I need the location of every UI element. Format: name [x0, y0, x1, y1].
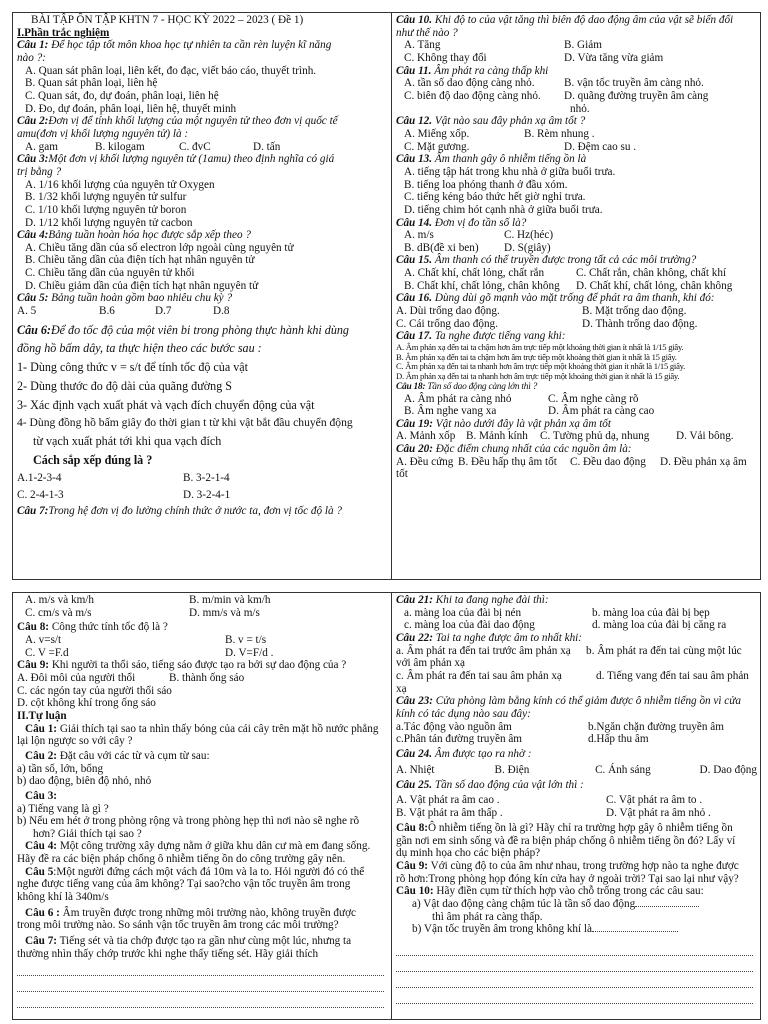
q12-options-row2: [396, 141, 757, 154]
answer-line[interactable]: [17, 962, 384, 976]
q25-option-a: A. Vật phát ra âm cao .: [396, 793, 500, 806]
q16-option-a: A. Dùi trống dao động.: [396, 305, 500, 318]
question-6-cont: đồng hồ bấm dây, ta thực hiện theo các bước sau :: [17, 341, 262, 356]
answer-line[interactable]: [396, 958, 753, 972]
top-left-column: [13, 13, 392, 579]
q15-options-row1: [396, 267, 757, 280]
q18-options-row2: [396, 405, 757, 418]
q18-options-row1: [396, 393, 757, 406]
q5-option-c: D.7: [155, 305, 172, 318]
q21-options-row2: [396, 619, 757, 632]
q17-option-b: B. Âm phản xạ đến tai ta chậm hơn âm trực tiếp một khoảng thời gian ít nhất là 15 giây.: [396, 351, 677, 362]
question-2: Câu 2:Đơn vị để tính khối lượng của một nguyên tử theo đơn vị quốc tế: [17, 115, 338, 128]
q9-options-row1: [17, 672, 388, 685]
question-14: Câu 14. Đơn vị đo tần số là?: [396, 216, 527, 229]
q20-option-c: C. Đều dao động: [570, 455, 646, 468]
question-11: Câu 11. Âm phát ra càng thấp khi: [396, 64, 549, 77]
q20-option-b: B. Đều hấp thụ âm tốt: [458, 455, 557, 468]
q5-option-d: D.8: [213, 305, 230, 318]
q2-option-b: B. kilogam: [95, 140, 145, 153]
q14-option-b: B. dB(đề xi ben): [404, 241, 479, 254]
q14-options-row2: [396, 242, 757, 255]
question-20: Câu 20: Đặc điểm chung nhất của các nguồn âm là:: [396, 443, 632, 456]
question-5: Câu 5: Bảng tuần hoàn gồm bao nhiêu chu kỳ ?: [17, 292, 233, 305]
q6-options-row2: [17, 487, 388, 504]
question-8: Câu 8: Công thức tính tốc độ là ?: [17, 621, 168, 634]
q11-options-row2: [396, 90, 757, 103]
q23-options-row2: [396, 733, 757, 746]
essay-5-cont2: không khí là 340m/s: [17, 891, 109, 904]
q18-option-b: B. Âm nghe vang xa: [404, 405, 497, 418]
essay-3b-cont: hơn? Giải thích tại sao ?: [33, 827, 142, 840]
q3-option-b: B. 1/32 khối lượng nguyên tử sulfur: [25, 191, 187, 204]
q7-option-b: B. m/min và km/h: [189, 594, 271, 606]
q16-option-b: B. Mặt trống dao động.: [582, 305, 687, 318]
q6-option-d: D. 3-2-4-1: [183, 488, 231, 501]
q20-options: [396, 456, 757, 469]
q7-options-row1: [17, 594, 388, 607]
q22-option-ab-cont: với âm phản xạ: [396, 657, 465, 670]
question-6: Câu 6:Để đo tốc độ của một viên bi trong phòng thực hành khi dùng: [17, 322, 349, 337]
essay-10b: b) Vận tốc truyền âm trong không khí là: [396, 923, 757, 936]
q3-option-a: A. 1/16 khối lượng của nguyên tử Oxygen: [25, 178, 215, 191]
question-21: Câu 21: Khi ta đang nghe đài thì:: [396, 594, 549, 606]
essay-1-cont: lại lộn ngược so với cây ?: [17, 735, 133, 748]
essay-2: Câu 2: Đặt câu với các từ và cụm từ sau:: [25, 749, 210, 762]
question-16: Câu 16. Dùng dùi gõ mạnh vào mặt trống để phát ra âm thanh, khi đó:: [396, 292, 715, 305]
q11-options-row1: [396, 77, 757, 90]
q21-options-row1: [396, 607, 757, 620]
q18-option-d: D. Âm phát ra càng cao: [548, 405, 655, 418]
q25-option-b: B. Vật phát ra âm thấp .: [396, 806, 503, 819]
question-25: Câu 25. Tần số dao động của vật lớn thì :: [396, 779, 584, 792]
q10-options-row2: [396, 52, 757, 65]
q8-options-row2: [17, 647, 388, 660]
fill-blank-b[interactable]: [592, 931, 678, 932]
q2-options: [17, 141, 388, 154]
q10-option-d: D. Vừa tăng vừa giảm: [564, 51, 664, 64]
q2-option-c: C. đvC: [179, 140, 211, 153]
q9-option-d: D. cột không khí trong ống sáo: [17, 697, 156, 710]
answer-line[interactable]: [17, 994, 384, 1008]
q24-option-c: C. Ánh sáng: [595, 763, 651, 776]
q13-option-d: D. tiếng chim hót cạnh nhà ở giữa buổi trưa.: [404, 203, 603, 216]
q17-option-c: C. Âm phản xạ đến tai ta nhanh hơn âm trực tiếp một khoảng thời gian ít nhất là 1/15 giây.: [396, 361, 686, 372]
essay-5: Câu 5:Một người đứng cách một vách đá 10m và la to. Hỏi người đó có thể: [25, 865, 365, 878]
question-2-cont: amu(đơn vị khối lượng nguyên tử) là :: [17, 127, 189, 140]
q20-option-d-cont: tốt: [396, 468, 408, 481]
essay-2a: a) tần số, lớn, bổng: [17, 762, 104, 775]
q10-options-row1: [396, 39, 757, 52]
q18-option-a: A. Âm phát ra càng nhỏ: [404, 392, 512, 405]
q6-step-3: 3- Xác định vạch xuất phát và vạch đích chuyển động của vật: [17, 397, 315, 412]
question-6-block: [17, 321, 388, 470]
top-page: [12, 12, 761, 580]
q3-option-d: D. 1/12 khối lượng nguyên tử cacbon: [25, 216, 193, 229]
bottom-right-column: [392, 593, 760, 1019]
q23-option-c: c.Phân tán đường truyền âm: [396, 733, 523, 746]
q6-options-row1: [17, 470, 388, 487]
q11-option-d-cont: nhỏ.: [570, 102, 590, 115]
q6-option-a: A.1-2-3-4: [17, 471, 62, 484]
q19-option-d: D. Vải bông.: [676, 430, 734, 443]
q16-option-d: D. Thành trống dao động.: [582, 317, 698, 330]
bottom-left-column: [13, 593, 392, 1019]
q20-option-a: A. Đều cứng: [396, 455, 454, 468]
q10-option-a: A. Tăng: [404, 39, 441, 52]
q2-option-a: A. gam: [25, 140, 58, 153]
q3-option-c: C. 1/10 khối lượng nguyên tử boron: [25, 203, 187, 216]
q21-option-d: d. màng loa của đài bị căng ra: [592, 619, 727, 632]
q11-option-b: B. vận tốc truyền âm càng nhỏ.: [564, 77, 704, 90]
q4-option-a: A. Chiều tăng dần của số electron lớp ngoài cùng nguyên tử: [25, 241, 294, 254]
q22-option-c: c. Âm phát ra đến tai sau âm phản xạ: [396, 669, 562, 682]
q23-option-d: d.Hấp thu âm: [588, 733, 649, 746]
question-1: Câu 1: Để học tập tốt môn khoa học tự nhiên ta cần rèn luyện kĩ năng: [17, 39, 332, 52]
essay-4-cont: Hãy đề ra các biện pháp chống ô nhiễm tiếng ồn do công trường gây nên.: [17, 853, 346, 866]
essay-3a: a) Tiếng vang là gì ?: [17, 802, 109, 815]
q19-options: [396, 430, 757, 443]
essay-2b: b) dao động, biên độ nhỏ, nhỏ: [17, 775, 152, 788]
q17-option-a: A. Âm phản xạ đến tai ta chậm hơn âm trực tiếp một khoảng thời gian ít nhất là 1/15 giây.: [396, 342, 684, 353]
q6-option-b: B. 3-2-1-4: [183, 471, 230, 484]
question-24: Câu 24. Âm được tạo ra nhờ :: [396, 747, 532, 760]
q6-step-2: 2- Dùng thước đo độ dài của quãng đường S: [17, 378, 233, 393]
q2-option-d: D. tấn: [253, 140, 281, 153]
question-7: Câu 7:Trong hệ đơn vị đo lường chính thức ở nước ta, đơn vị tốc độ là ?: [17, 505, 342, 518]
q12-options-row1: [396, 128, 757, 141]
q25-option-d: D. Vật phát ra âm nhỏ .: [606, 806, 711, 819]
q7-option-d: D. mm/s và m/s: [189, 606, 260, 619]
q14-option-d: D. S(giây): [504, 241, 551, 254]
q17-option-d: D. Âm phản xạ đến tai ta nhanh hơn âm trực tiếp một khoảng thời gian ít nhất là 15 giây.: [396, 371, 680, 382]
essay-3: Câu 3:: [25, 789, 58, 802]
answer-line[interactable]: [17, 978, 384, 992]
q11-option-d: D. quãng đường truyền âm càng: [564, 89, 709, 102]
q12-option-d: D. Đệm cao su .: [564, 140, 637, 153]
essay-9-cont: rõ hơn:Trong phòng họp đóng kín cửa hay ở ngoài trời? Tại sao lại như vậy?: [396, 872, 739, 885]
q8-option-a: A. v=s/t: [25, 633, 62, 646]
q15-option-b: B. Chất khí, chất lỏng, chân không: [404, 279, 560, 292]
q7-option-c: C. cm/s và m/s: [25, 606, 92, 619]
essay-10a-cont: thì âm phát ra càng thấp.: [432, 910, 543, 923]
q19-option-b: B. Mảnh kính: [466, 430, 528, 443]
q11-option-c: C. biên độ dao động càng nhỏ.: [404, 89, 541, 102]
q14-option-c: C. Hz(héc): [504, 229, 554, 242]
q24-options: [396, 764, 757, 777]
question-23: Câu 23: Cửa phòng làm bằng kính có thể giảm được ô nhiễm tiếng ồn vì cửa: [396, 695, 741, 708]
q15-option-c: C. Chất rắn, chân không, chất khí: [576, 267, 727, 280]
q1-option-b: B. Quan sát phân loại, liên hệ: [25, 77, 158, 90]
q22-option-b: b. Âm phát ra đến tai cùng một lúc: [586, 644, 742, 657]
q5-option-a: A. 5: [17, 305, 37, 318]
q7-option-a: A. m/s và km/h: [25, 594, 94, 606]
section-essay: II.Tự luận: [17, 709, 67, 722]
fill-blank-a[interactable]: [635, 906, 699, 907]
q25-options-row2: [396, 807, 757, 820]
q5-option-b: B.6: [99, 305, 115, 318]
question-19: Câu 19: Vật nào dưới đây là vật phản xạ âm tốt: [396, 417, 612, 430]
essay-7: Câu 7: Tiếng sét và tia chớp được tạo ra gần như cùng một lúc, nhưng ta: [25, 935, 352, 948]
q13-option-b: B. tiếng loa phóng thanh ở đầu xóm.: [404, 178, 568, 191]
question-13: Câu 13. Âm thanh gây ô nhiễm tiếng ồn là: [396, 153, 587, 166]
worksheet-title: BÀI TẬP ÔN TẬP KHTN 7 - HỌC KỲ 2022 – 2023 ( Đề 1): [31, 14, 304, 26]
q24-option-a: A. Nhiệt: [396, 763, 435, 776]
q10-option-b: B. Giảm: [564, 39, 602, 52]
question-18: Câu 18: Tần số dao động càng lớn thì ?: [396, 381, 538, 392]
answer-line[interactable]: [396, 942, 753, 956]
essay-6: Câu 6 : Âm truyền được trong những môi trường nào, không truyền được: [25, 906, 356, 919]
q8-options-row1: [17, 634, 388, 647]
question-1-cont: nào ?:: [17, 51, 46, 64]
q19-option-a: A. Mảnh xốp: [396, 430, 456, 443]
question-15: Câu 15. Âm thanh có thể truyền được trong tất cả các môi trường?: [396, 254, 697, 267]
q19-option-c: C. Tường phủ dạ, nhung: [540, 430, 650, 443]
question-9: Câu 9: Khi người ta thổi sáo, tiếng sáo được tạo ra bởi sự dao động của ?: [17, 659, 347, 672]
essay-5-cont: nghe được tiếng vang của âm không? Tại sao?cho vận tốc truyền âm trong: [17, 878, 351, 891]
essay-4: Câu 4: Một công trường xây dựng nằm ở giữa khu dân cư mà em đang sống.: [25, 840, 371, 853]
q22-option-d: d. Tiếng vang đến tai sau âm phản: [596, 669, 749, 682]
question-10: Câu 10. Khi độ to của vật tăng thì biên độ dao động âm của vật sẽ biến đổi: [396, 14, 734, 26]
q9-option-a: A. Đôi môi của người thổi: [17, 671, 136, 684]
q6-ask: Cách sắp xếp đúng là ?: [33, 453, 153, 468]
q24-option-b: B. Điện: [494, 763, 530, 776]
q11-option-a: A. tần số dao động càng nhỏ.: [404, 77, 535, 90]
q6-option-c: C. 2-4-1-3: [17, 488, 64, 501]
q14-options-row1: [396, 229, 757, 242]
q8-option-b: B. v = t/s: [225, 633, 267, 646]
q12-option-c: C. Mặt gương.: [404, 140, 470, 153]
question-23-cont: kính có tác dụng nào sau đây:: [396, 707, 531, 720]
q13-option-c: C. tiếng kẻng báo thức hết giờ nghỉ trưa.: [404, 191, 586, 204]
q22-options-row2: [396, 670, 757, 683]
q16-options-row2: [396, 318, 757, 331]
q20-option-d: D. Đều phản xạ âm: [660, 455, 747, 468]
essay-7-cont: thường nhìn thấy chớp trước khi nghe thấy tiếng sét. Hãy giải thích: [17, 947, 319, 960]
q1-option-a: A. Quan sát phân loại, liên kết, đo đạc, viết báo cáo, thuyết trình.: [25, 64, 317, 77]
q7-options-row2: [17, 607, 388, 620]
q25-option-c: C. Vật phát ra âm to .: [606, 793, 703, 806]
q13-option-a: A. tiếng tập hát trong khu nhà ở giữa buổi trưa.: [404, 165, 616, 178]
q21-option-a: a. màng loa của đài bị nén: [404, 606, 522, 619]
q4-option-b: B. Chiều tăng dần của điện tích hạt nhân nguyên tử: [25, 254, 255, 267]
q25-options-row1: [396, 794, 757, 807]
q8-option-c: C. V =F.d: [25, 646, 69, 659]
bottom-page: [12, 592, 761, 1020]
q14-option-a: A. m/s: [404, 229, 434, 242]
q8-option-d: D. V=F/d .: [225, 646, 274, 659]
q4-option-c: C. Chiều tăng dần của nguyên tử khối: [25, 267, 195, 280]
essay-6-cont: trong môi trường nào. So sánh vận tốc truyền âm trong các môi trường?: [17, 919, 339, 932]
q5-options: [17, 305, 388, 318]
top-right-column: [392, 13, 760, 579]
question-3: Câu 3:Một đơn vị khối lượng nguyên tử (1amu) theo định nghĩa có giá: [17, 153, 335, 166]
q15-option-a: A. Chất khí, chất lỏng, chất rắn: [404, 267, 545, 280]
q22-options-row1: [396, 645, 757, 658]
essay-8-cont: gần nơi em sinh sống và đề ra biện pháp chống ô nhiễm tiếng ồn đó? Lấy ví: [396, 834, 736, 847]
essay-10a: a) Vật dao động càng chậm túc là tần số dao động: [396, 898, 757, 911]
q12-option-b: B. Rèm nhung .: [524, 127, 595, 140]
q24-option-d: D. Dao động: [699, 763, 757, 776]
question-17: Câu 17. Ta nghe được tiếng vang khi:: [396, 330, 566, 343]
section-multiple-choice: I.Phần trắc nghiệm: [17, 26, 110, 39]
question-3-cont: trị bằng ?: [17, 165, 62, 178]
q12-option-a: A. Miếng xốp.: [404, 127, 470, 140]
q16-option-c: C. Cái trống dao động.: [396, 317, 498, 330]
q4-option-d: D. Chiều giảm dần của điện tích hạt nhân nguyên tử: [25, 279, 259, 292]
q15-options-row2: [396, 280, 757, 293]
answer-line[interactable]: [396, 974, 753, 988]
question-4: Câu 4:Bảng tuần hoàn hóa học được sắp xếp theo ?: [17, 229, 251, 242]
q9-option-b: B. thành ống sáo: [169, 671, 245, 684]
essay-8-cont2: dụ minh họa cho các biện pháp?: [396, 847, 541, 860]
q6-step-4: 4- Dùng đồng hồ bấm giây đo thời gian t từ khi vật bắt đầu chuyển động: [17, 416, 353, 430]
question-10-cont: như thế nào ?: [396, 26, 458, 39]
essay-8: Câu 8:Ô nhiễm tiếng ồn là gì? Hãy chỉ ra trường hợp gây ô nhiễm tiếng ồn: [396, 822, 733, 835]
q23-option-a: a.Tác động vào nguồn âm: [396, 720, 512, 733]
answer-line[interactable]: [396, 990, 753, 1004]
essay-3b: b) Nếu em hét ở trong phòng rộng và trong phòng hẹp thì nơi nào sẽ nghe rõ: [17, 815, 360, 828]
q23-option-b: b.Ngăn chặn đường truyền âm: [588, 720, 724, 733]
q21-option-b: b. màng loa của đài bị bẹp: [592, 606, 710, 619]
q6-step-1: 1- Dùng công thức v = s/t để tính tốc độ của vật: [17, 360, 249, 375]
q18-option-c: C. Âm nghe càng rõ: [548, 392, 639, 405]
q16-options-row1: [396, 305, 757, 318]
question-12: Câu 12. Vật nào sau đây phản xạ âm tốt ?: [396, 115, 586, 128]
q23-options-row1: [396, 721, 757, 734]
q9-option-c: C. các ngón tay của người thổi sáo: [17, 684, 172, 697]
q15-option-d: D. Chất khí, chất lỏng, chân không: [576, 279, 733, 292]
q6-step-4-cont: từ vạch xuất phát tới khi qua vạch đích: [33, 434, 222, 449]
q1-option-d: D. Đo, dự đoán, phân loại, liên hệ, thuyết minh: [25, 102, 237, 115]
essay-9: Câu 9: Với cùng độ to của âm như nhau, trong trường hợp nào ta nghe được: [396, 860, 739, 873]
q1-option-c: C. Quan sát, đo, dự đoán, phân loại, liên hệ: [25, 89, 219, 102]
q10-option-c: C. Không thay đổi: [404, 51, 487, 64]
q21-option-c: c. màng loa của đài dao động: [404, 619, 535, 632]
q22-option-a: a. Âm phát ra đến tai trước âm phản xạ: [396, 644, 571, 657]
essay-1: Câu 1: Giải thích tại sao ta nhìn thấy bóng của cái cây trên mặt hồ nước phẳng: [25, 722, 379, 735]
essay-10: Câu 10: Hãy điền cụm từ thích hợp vào chỗ trống trong các câu sau:: [396, 885, 704, 898]
q22-option-d-cont: xạ: [396, 682, 407, 695]
question-22: Câu 22: Tai ta nghe được âm to nhất khi:: [396, 631, 583, 644]
